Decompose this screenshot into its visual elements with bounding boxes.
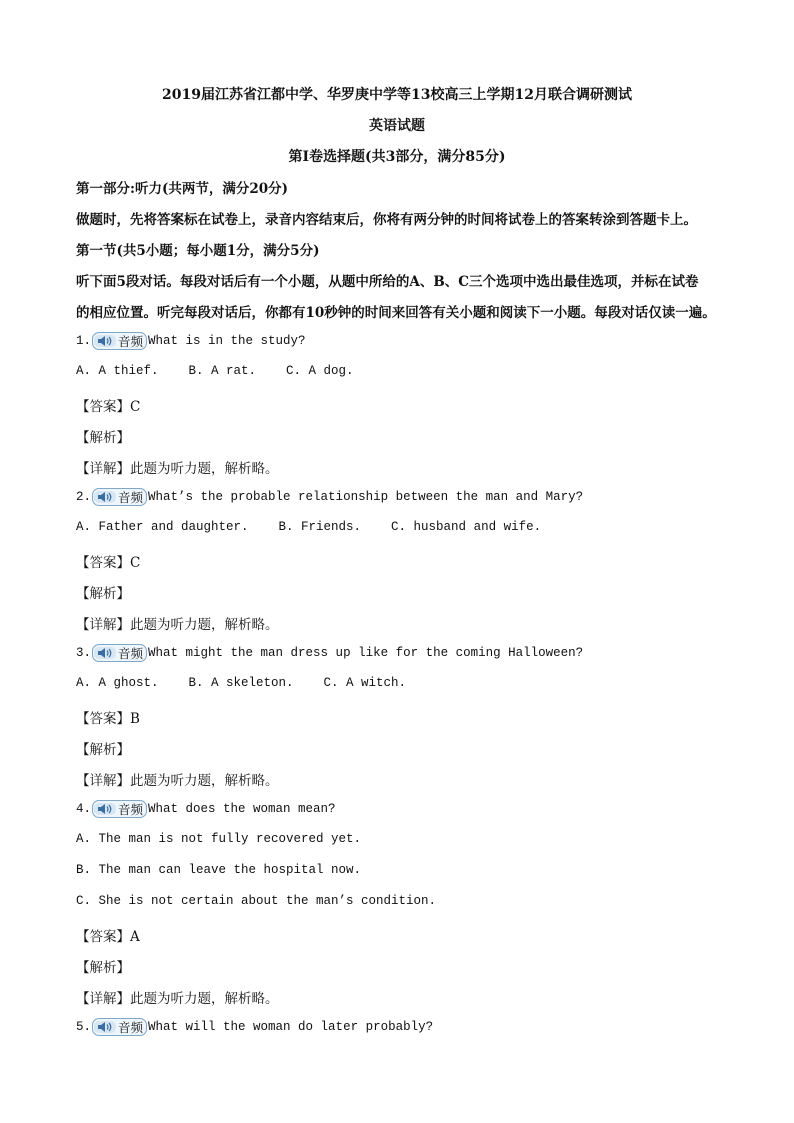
part-heading: 第一部分:听力(共两节，满分20分) [76, 181, 289, 197]
question-text: What might the man dress up like for the coming Halloween? [148, 646, 584, 660]
analysis-label: 【解析】 [76, 586, 130, 602]
speaker-icon [94, 1021, 116, 1033]
section-heading: 第一节(共5小题；每小题1分，满分5分) [76, 243, 320, 259]
speaker-icon [94, 803, 116, 815]
question-text: What does the woman mean? [148, 802, 336, 816]
speaker-icon [94, 647, 116, 659]
question-number: 3. [76, 646, 92, 660]
question-text: What will the woman do later probably? [148, 1020, 434, 1034]
analysis-label: 【解析】 [76, 742, 130, 758]
audio-label: 音频 [118, 802, 144, 817]
question-text: What is in the study? [148, 334, 306, 348]
analysis-label: 【解析】 [76, 960, 130, 976]
question-1 [76, 332, 306, 350]
speaker-icon [94, 335, 116, 347]
question-options: A. A thief. B. A rat. C. A dog. [76, 364, 354, 378]
instruction-text: 做题时，先将答案标在试卷上，录音内容结束后，你将有两分钟的时间将试卷上的答案转涂到答题卡上。 [76, 212, 697, 228]
audio-label: 音频 [118, 1020, 144, 1035]
answer-label: 【答案】B [76, 711, 140, 727]
question-4 [76, 800, 336, 818]
question-text: What’s the probable relationship between the man and Mary? [148, 490, 584, 504]
audio-button[interactable] [92, 1018, 147, 1036]
audio-button[interactable] [92, 800, 147, 818]
question-option: A. The man is not fully recovered yet. [76, 832, 362, 846]
audio-button[interactable] [92, 644, 147, 662]
document-title: 2019届江苏省江都中学、华罗庚中学等13校高三上学期12月联合调研测试 [162, 87, 632, 103]
detail-label: 【详解】此题为听力题，解析略。 [76, 991, 279, 1007]
audio-label: 音频 [118, 334, 144, 349]
question-options: A. Father and daughter. B. Friends. C. husband and wife. [76, 520, 542, 534]
answer-label: 【答案】A [76, 929, 140, 945]
audio-button[interactable] [92, 332, 147, 350]
direction-line-1: 听下面5段对话。每段对话后有一个小题，从题中所给的A、B、C三个选项中选出最佳选项，并标在试卷 [76, 274, 699, 290]
detail-label: 【详解】此题为听力题，解析略。 [76, 461, 279, 477]
detail-label: 【详解】此题为听力题，解析略。 [76, 773, 279, 789]
speaker-icon [94, 491, 116, 503]
audio-label: 音频 [118, 646, 144, 661]
question-number: 1. [76, 334, 92, 348]
direction-line-2: 的相应位置。听完每段对话后，你都有10秒钟的时间来回答有关小题和阅读下一小题。每段对话仅读一遍。 [76, 305, 716, 321]
section-title: 第Ⅰ卷选择题(共3部分，满分85分) [288, 149, 506, 165]
question-2 [76, 488, 583, 506]
question-number: 4. [76, 802, 92, 816]
audio-button[interactable] [92, 488, 147, 506]
question-3 [76, 644, 583, 662]
audio-label: 音频 [118, 490, 144, 505]
question-number: 2. [76, 490, 92, 504]
subject-title: 英语试题 [369, 118, 425, 134]
question-number: 5. [76, 1020, 92, 1034]
question-option: B. The man can leave the hospital now. [76, 863, 362, 877]
question-5 [76, 1018, 433, 1036]
analysis-label: 【解析】 [76, 430, 130, 446]
question-options: A. A ghost. B. A skeleton. C. A witch. [76, 676, 407, 690]
question-option: C. She is not certain about the man’s condition. [76, 894, 437, 908]
detail-label: 【详解】此题为听力题，解析略。 [76, 617, 279, 633]
answer-label: 【答案】C [76, 399, 141, 415]
answer-label: 【答案】C [76, 555, 141, 571]
